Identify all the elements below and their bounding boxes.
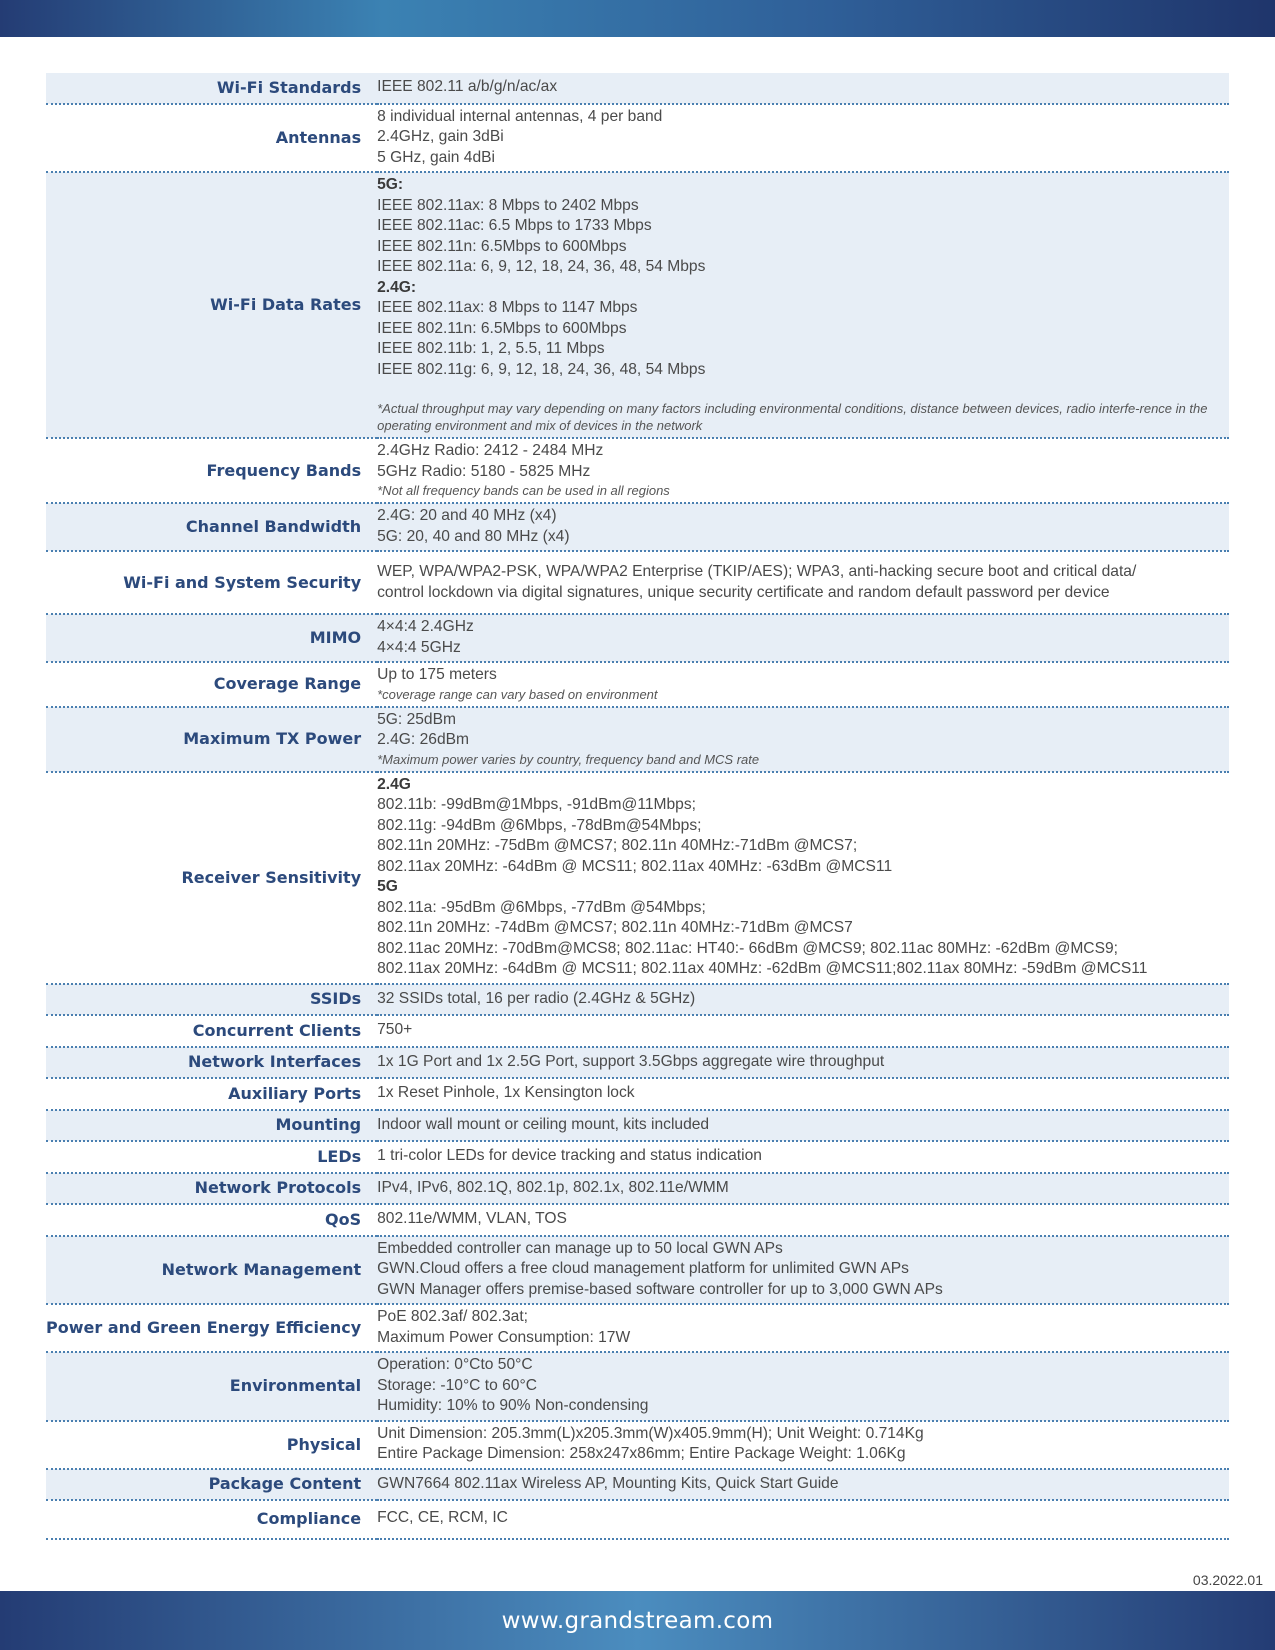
value-line: GWN Manager offers premise-based software controller for up to 3,000 GWN APs xyxy=(377,1280,943,1298)
spec-value xyxy=(377,1500,1229,1539)
value-line: 802.11ac 20MHz: -70dBm@MCS8; 802.11ac: HT40:- 66dBm @MCS9; 802.11ac 80MHz: -62dBm @MCS9; xyxy=(377,939,1118,957)
spec-row-auxiliary-ports xyxy=(46,1078,1229,1110)
value-line: 4×4:4 5GHz xyxy=(377,638,461,656)
value-line: WEP, WPA/WPA2-PSK, WPA/WPA2 Enterprise (TKIP/AES); WPA3, anti-hacking secure boot and critical data/ xyxy=(377,563,1137,580)
value-line: 802.11b: -99dBm@1Mbps, -91dBm@11Mbps; xyxy=(377,796,696,813)
spec-value xyxy=(377,1173,1229,1205)
spec-row-antennas xyxy=(46,104,1229,173)
value-line: 5 GHz, gain 4dBi xyxy=(377,148,496,166)
spec-value xyxy=(377,172,1229,438)
value-line: 1x 1G Port and 1x 2.5G Port, support 3.5Gbps aggregate wire throughput xyxy=(377,1052,885,1070)
spec-row-ssids xyxy=(46,984,1229,1016)
value-line: Unit Dimension: 205.3mm(L)x205.3mm(W)x405.9mm(H); Unit Weight: 0.714Kg xyxy=(377,1424,924,1442)
value-line: GWN.Cloud offers a free cloud management platform for unlimited GWN APs xyxy=(377,1260,909,1277)
value-heading: 2.4G xyxy=(377,775,411,793)
value-note: *Maximum power varies by country, frequency band and MCS rate xyxy=(377,751,760,767)
spec-row-channel-bandwidth xyxy=(46,503,1229,551)
value-line: 1x Reset Pinhole, 1x Kensington lock xyxy=(377,1084,635,1101)
spec-value xyxy=(377,707,1229,772)
value-heading: 2.4G: xyxy=(377,278,417,296)
spec-value xyxy=(377,438,1229,503)
spec-row-mounting xyxy=(46,1110,1229,1142)
spec-row-concurrent-clients xyxy=(46,1015,1229,1047)
value-line: 4×4:4 2.4GHz xyxy=(377,618,474,635)
spec-row-package-content xyxy=(46,1469,1229,1501)
value-line: Operation: 0°Cto 50°C xyxy=(377,1356,533,1373)
value-note: *Actual throughput may vary depending on many factors including environmental conditions, distance between devices, radio interfe-rence in the operating environment and mix of devices in the network xyxy=(377,401,1208,433)
spec-row-wifi-data-rates xyxy=(46,172,1229,438)
spec-label: Maximum TX Power xyxy=(183,729,362,748)
footer-band xyxy=(0,1591,1275,1650)
website-link[interactable]: www.grandstream.com xyxy=(501,1607,774,1634)
spec-label: Power and Green Energy Efficiency xyxy=(46,1318,362,1337)
spec-row-mimo xyxy=(46,614,1229,662)
value-heading: 5G: xyxy=(377,176,404,193)
document-date: 03.2022.01 xyxy=(1192,1572,1263,1588)
spec-row-network-protocols xyxy=(46,1173,1229,1205)
value-note: *coverage range can vary based on environment xyxy=(377,686,658,702)
spec-value xyxy=(377,772,1229,984)
spec-value xyxy=(377,1078,1229,1110)
value-line: Storage: -10°C to 60°C xyxy=(377,1376,537,1394)
value-line: 802.11ax 20MHz: -64dBm @ MCS11; 802.11ax 40MHz: -62dBm @MCS11;802.11ax 80MHz: -59dBm @MCS11 xyxy=(377,960,1148,977)
spec-label: Compliance xyxy=(256,1509,362,1529)
spec-label: Package Content xyxy=(208,1474,362,1494)
value-line: 8 individual internal antennas, 4 per band xyxy=(377,107,663,125)
spec-row-environmental xyxy=(46,1352,1229,1421)
header-band xyxy=(0,0,1275,37)
spec-value xyxy=(377,1204,1229,1236)
spec-value xyxy=(377,1047,1229,1079)
value-line: 802.11ax 20MHz: -64dBm @ MCS11; 802.11ax 40MHz: -63dBm @MCS11 xyxy=(377,857,893,875)
spacer xyxy=(377,380,1229,400)
value-line: Up to 175 meters xyxy=(377,666,497,683)
spec-row-security xyxy=(46,551,1229,614)
spec-row-qos xyxy=(46,1204,1229,1236)
value-line: GWN7664 802.11ax Wireless AP, Mounting Kits, Quick Start Guide xyxy=(377,1474,839,1492)
spec-label: Wi-Fi Data Rates xyxy=(210,295,362,314)
spec-row-compliance xyxy=(46,1500,1229,1539)
spec-label: Concurrent Clients xyxy=(192,1020,362,1040)
spec-label: Mounting xyxy=(275,1115,362,1135)
spec-row-frequency-bands xyxy=(46,438,1229,503)
value-line: IPv4, IPv6, 802.1Q, 802.1p, 802.1x, 802.11e/WMM xyxy=(377,1178,729,1196)
spec-label: Environmental xyxy=(229,1376,362,1396)
spec-row-wifi-standards xyxy=(46,73,1229,104)
value-line: 802.11a: -95dBm @6Mbps, -77dBm @54Mbps; xyxy=(377,898,706,916)
value-line: 802.11g: -94dBm @6Mbps, -78dBm@54Mbps; xyxy=(377,816,702,834)
value-line: PoE 802.3af/ 802.3at; xyxy=(377,1308,528,1325)
spec-label: Network Protocols xyxy=(194,1178,362,1198)
spec-label: Antennas xyxy=(275,127,362,147)
spec-label: Wi-Fi Standards xyxy=(216,77,362,97)
spec-row-receiver-sensitivity xyxy=(46,772,1229,984)
spec-value xyxy=(377,984,1229,1016)
spec-label: Frequency Bands xyxy=(206,460,362,480)
value-line: Maximum Power Consumption: 17W xyxy=(377,1328,631,1346)
value-line: 2.4G: 26dBm xyxy=(377,731,470,748)
spec-label: Coverage Range xyxy=(213,674,362,694)
spec-row-network-interfaces xyxy=(46,1047,1229,1079)
value-line: IEEE 802.11g: 6, 9, 12, 18, 24, 36, 48, 54 Mbps xyxy=(377,360,706,378)
value-line: 32 SSIDs total, 16 per radio (2.4GHz & 5GHz) xyxy=(377,989,696,1007)
value-line: 802.11n 20MHz: -75dBm @MCS7; 802.11n 40MHz:-71dBm @MCS7; xyxy=(377,837,858,854)
spec-label: QoS xyxy=(325,1209,362,1229)
value-line: 802.11e/WMM, VLAN, TOS xyxy=(377,1210,567,1227)
spec-value xyxy=(377,1304,1229,1352)
spec-label: Auxiliary Ports xyxy=(228,1083,362,1103)
spec-label: Wi-Fi and System Security xyxy=(123,572,362,592)
value-line: Humidity: 10% to 90% Non-condensing xyxy=(377,1397,649,1414)
spec-label: MIMO xyxy=(309,628,362,647)
spec-row-leds xyxy=(46,1141,1229,1173)
value-line: Indoor wall mount or ceiling mount, kits included xyxy=(377,1115,710,1133)
value-line: 2.4GHz, gain 3dBi xyxy=(377,128,504,145)
spec-table xyxy=(46,73,1229,1540)
spec-label: Network Interfaces xyxy=(188,1052,362,1072)
value-line: 802.11n 20MHz: -74dBm @MCS7; 802.11n 40MHz:-71dBm @MCS7 xyxy=(377,919,853,936)
value-line: 1 tri-color LEDs for device tracking and status indication xyxy=(377,1147,762,1164)
spec-row-coverage-range xyxy=(46,662,1229,707)
spec-label: Network Management xyxy=(161,1259,362,1279)
spec-row-power xyxy=(46,1304,1229,1352)
value-line: 750+ xyxy=(377,1021,413,1038)
value-line: 2.4GHz Radio: 2412 - 2484 MHz xyxy=(377,442,604,459)
value-line: 2.4G: 20 and 40 MHz (x4) xyxy=(377,507,557,524)
spec-label: Physical xyxy=(286,1434,362,1454)
spec-value xyxy=(377,104,1229,173)
value-line: FCC, CE, RCM, IC xyxy=(377,1509,508,1526)
value-line: IEEE 802.11b: 1, 2, 5.5, 11 Mbps xyxy=(377,340,605,357)
spec-row-physical xyxy=(46,1421,1229,1469)
value-line: 5G: 25dBm xyxy=(377,710,456,728)
spec-value xyxy=(377,1421,1229,1469)
spec-value xyxy=(377,614,1229,662)
spec-value xyxy=(377,73,1229,104)
spec-label: LEDs xyxy=(317,1146,362,1166)
value-line: IEEE 802.11a: 6, 9, 12, 18, 24, 36, 48, 54 Mbps xyxy=(377,258,706,275)
value-line: Embedded controller can manage up to 50 local GWN APs xyxy=(377,1239,783,1257)
value-note: *Not all frequency bands can be used in all regions xyxy=(377,483,670,498)
value-line: IEEE 802.11ax: 8 Mbps to 1147 Mbps xyxy=(377,299,638,316)
value-line: IEEE 802.11n: 6.5Mbps to 600Mbps xyxy=(377,237,627,255)
value-line: IEEE 802.11ac: 6.5 Mbps to 1733 Mbps xyxy=(377,217,652,234)
spec-label: Channel Bandwidth xyxy=(185,517,362,536)
spec-row-max-tx-power xyxy=(46,707,1229,772)
spec-value xyxy=(377,662,1229,707)
spec-value xyxy=(377,1141,1229,1173)
spec-value xyxy=(377,1469,1229,1501)
value-line: IEEE 802.11n: 6.5Mbps to 600Mbps xyxy=(377,319,627,337)
spec-value xyxy=(377,1352,1229,1421)
spec-value xyxy=(377,1236,1229,1305)
value-line: Entire Package Dimension: 258x247x86mm; Entire Package Weight: 1.06Kg xyxy=(377,1445,906,1462)
spec-row-network-management xyxy=(46,1236,1229,1305)
value-line: 5GHz Radio: 5180 - 5825 MHz xyxy=(377,462,591,480)
value-heading: 5G xyxy=(377,878,398,895)
spec-value xyxy=(377,503,1229,551)
spec-value xyxy=(377,1110,1229,1142)
value-line: IEEE 802.11 a/b/g/n/ac/ax xyxy=(377,78,558,95)
value-line: control lockdown via digital signatures, unique security certificate and random default password per device xyxy=(377,583,1110,601)
spec-value xyxy=(377,1015,1229,1047)
spec-value xyxy=(377,551,1229,614)
value-line: 5G: 20, 40 and 80 MHz (x4) xyxy=(377,527,570,545)
spec-label: SSIDs xyxy=(310,989,362,1009)
value-line: IEEE 802.11ax: 8 Mbps to 2402 Mbps xyxy=(377,196,639,214)
spec-label: Receiver Sensitivity xyxy=(181,867,362,887)
